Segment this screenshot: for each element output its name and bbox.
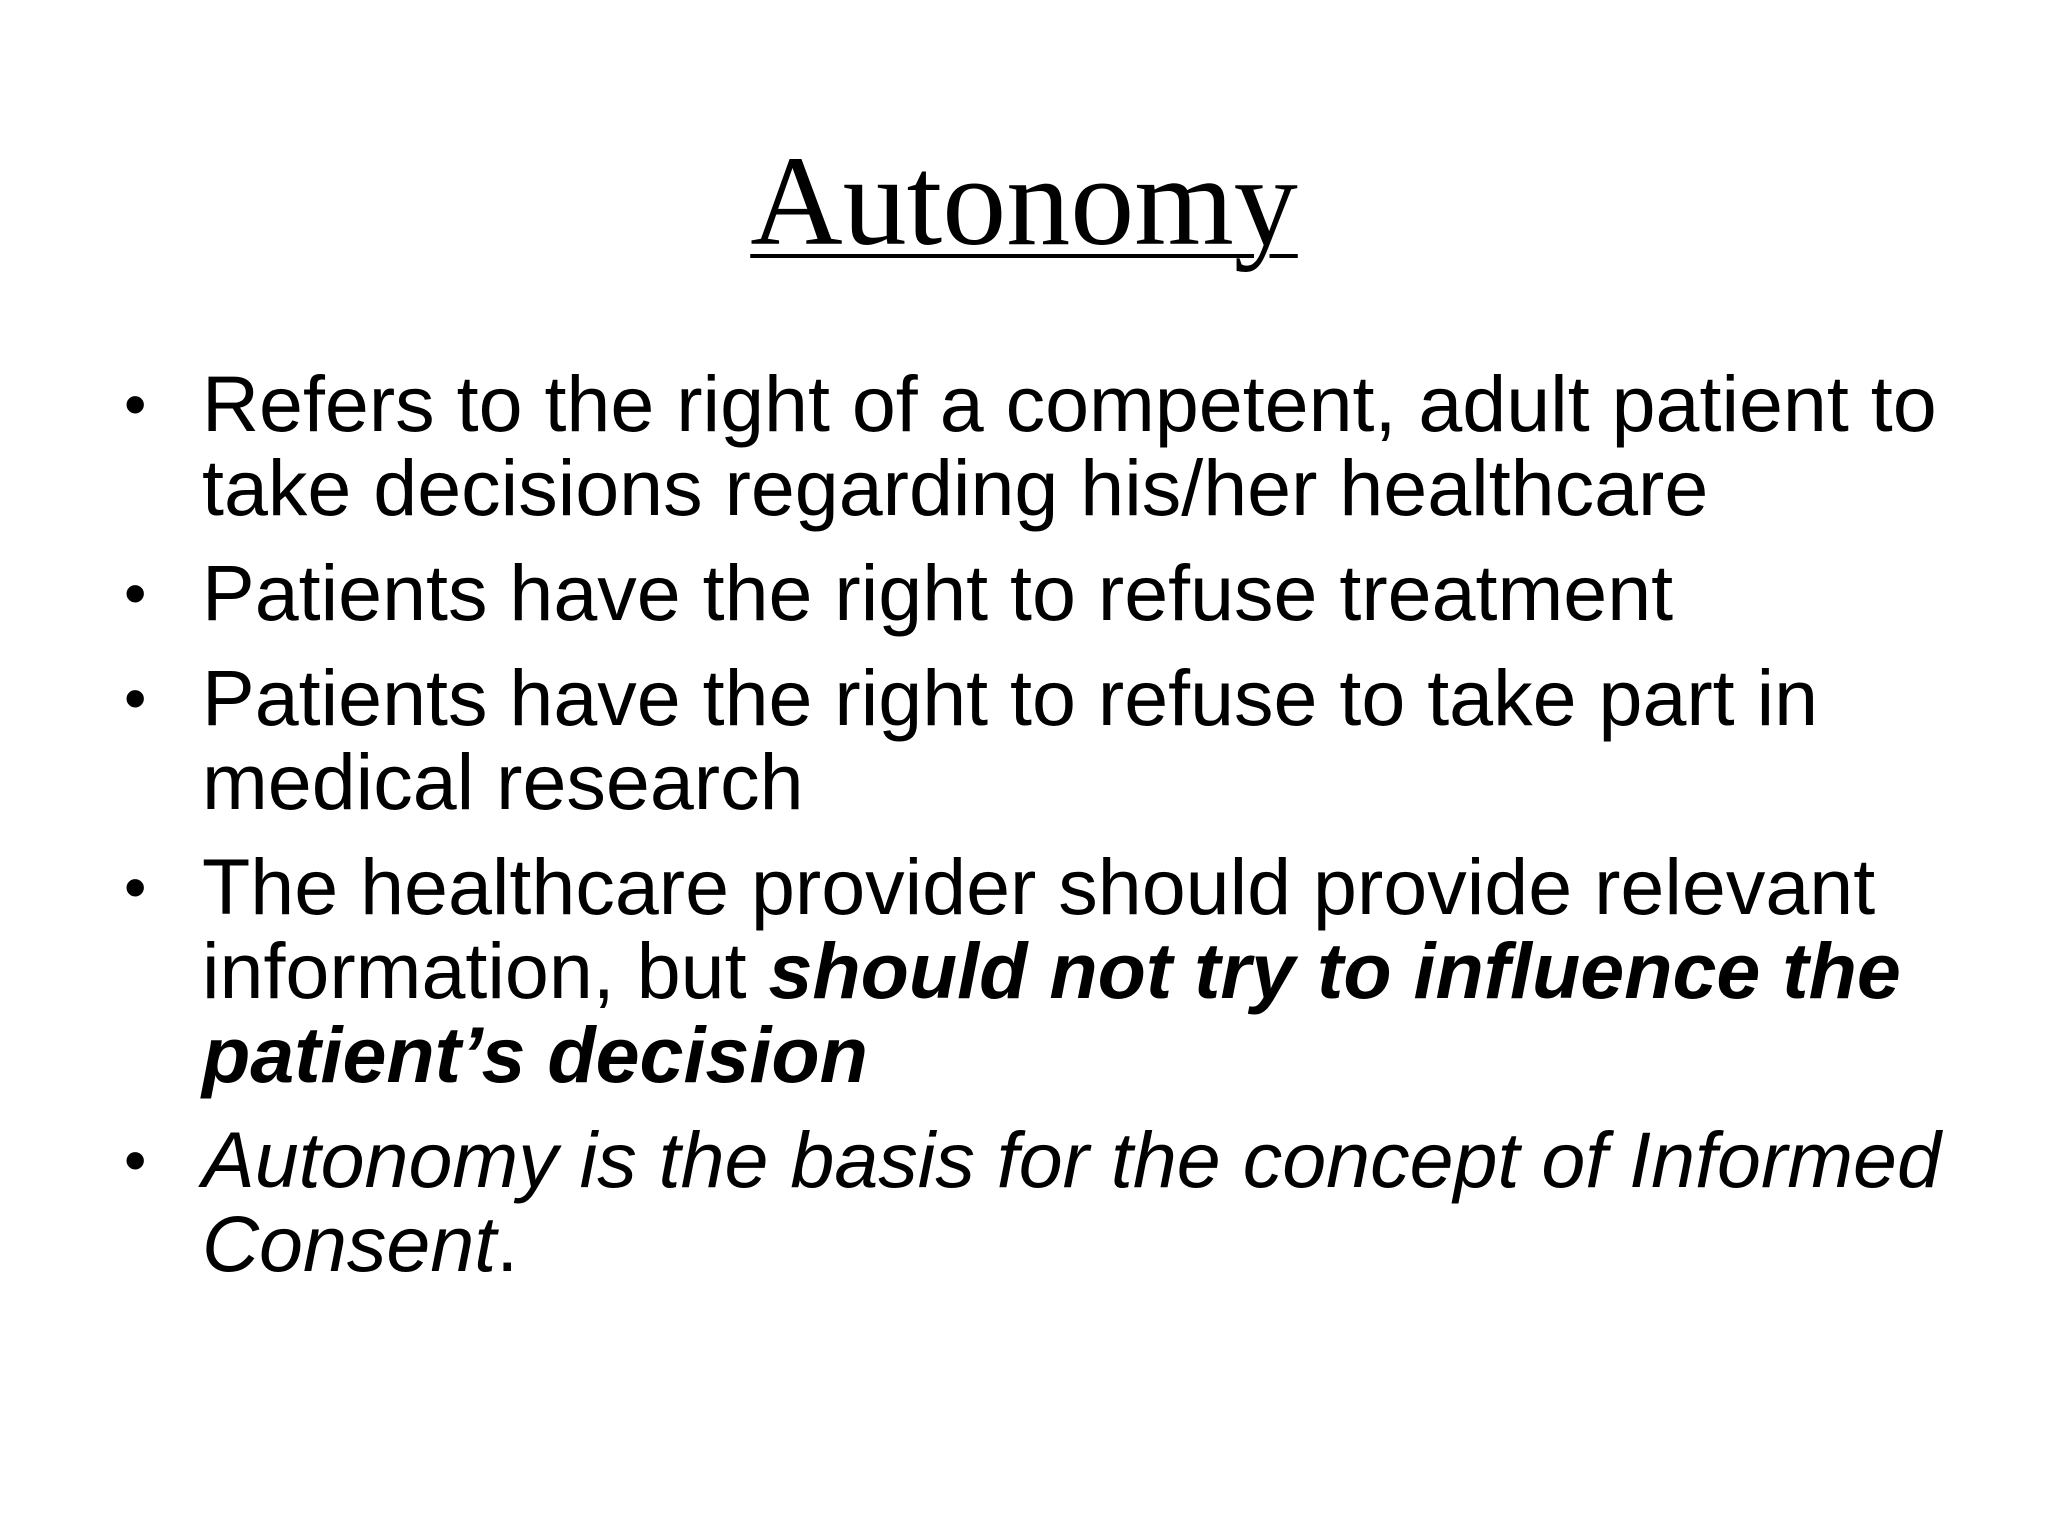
bullet-item-provider-information <box>120 842 1960 1099</box>
slide-title-text: Autonomy <box>750 130 1298 272</box>
bullet-item-refuse-research <box>120 653 1960 826</box>
bullet-icon: • <box>124 368 147 440</box>
bullet-text: Patients have the right to refuse to take part in medical research <box>202 653 1819 826</box>
bullet-icon: • <box>124 1124 147 1196</box>
bullet-trailing-punctuation: . <box>496 1199 519 1288</box>
bullet-text: Refers to the right of a competent, adult patient to take decisions regarding his/her healthcare <box>202 359 1937 532</box>
bullet-item-autonomy-definition <box>120 359 1960 532</box>
slide-title <box>0 128 2048 275</box>
bullet-emphasis-text: should not try to influence the patient’s decision <box>202 926 1901 1099</box>
bullet-italic-text: Autonomy is the basis for the concept of Informed Consent <box>202 1115 1941 1288</box>
bullet-item-informed-consent <box>120 1115 1960 1288</box>
bullet-text: Patients have the right to refuse treatment <box>202 548 1674 637</box>
bullet-icon: • <box>124 662 147 734</box>
bullet-icon: • <box>124 557 147 629</box>
bullet-list <box>120 359 1960 1307</box>
bullet-icon: • <box>124 851 147 923</box>
bullet-item-refuse-treatment <box>120 548 1960 637</box>
bullet-text: The healthcare provider should provide relevant information, but <box>202 842 1876 1015</box>
